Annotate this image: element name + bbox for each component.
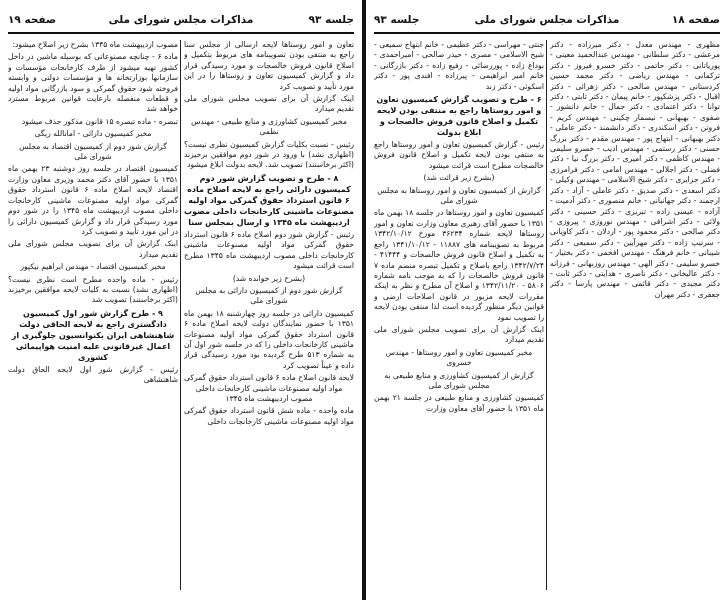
report-title: گزارش شور دوم از کمیسیون دارائی به مجلس شورای ملی — [195, 285, 343, 306]
signature-line: مخبر کمیسیون دارائی - امانالله ریگی — [34, 129, 152, 139]
right-page — [366, 0, 728, 600]
header-rule — [374, 32, 720, 34]
report-title: گزارش شور دوم از کمیسیون اقتصاد به مجلس شورای ملی — [19, 141, 167, 162]
column-divider — [546, 40, 547, 590]
paragraph: رئیس - گزارش شور اول لایحه الحاق دولت شاهنشاهی — [8, 364, 178, 385]
paragraph: کمیسیون اقتصاد در جلسه روز دوشنبه ۲۳ بهمن ماه ۱۳۵۱ با حضور آقای دکتر محمد وزیری معاون وزارت اقتصاد لایحه اصلاح ماده ۶ قانون استرداد حقوق گمرکی مواد اولیه مصنوعات ماشینی کارخانجات داخلی مصوب اردیبهشت ماه ۱۳۴۵ را در شور دوم مورد رسیدگی قرار داد و گزارش کمیسیون دارائی را در این مورد تأیید و تصویب کرد — [8, 164, 178, 236]
paragraph: کمیسیون کشاورزی و منابع طبیعی در جلسه ۲۱ بهمن ماه ۱۳۵۱ با حضور آقای معاون وزارت — [374, 393, 544, 413]
note-line: (بشرح زیر خوانده شد) — [232, 273, 306, 283]
text-column-right — [550, 40, 720, 592]
paragraph: تعاون و امور روستاها لایحه ارسالی از مجلس سنا راجع به منتفی بودن تصویبنامه های مربوط بتکمیل و اصلاح قانون فروش خالصجات و مورد رسیدگی قرار داد و گزارش کمیسیون تعاون و روستاها را در این مورد تأیید و تصویب کرد — [184, 40, 354, 91]
paragraph: ماده واحده - ماده شش قانون استرداد حقوق گمرکی مواد اولیه مصنوعات ماشینی کارخانجات داخلی — [184, 406, 354, 426]
text-column-left — [374, 40, 544, 592]
report-title: گزارش از کمیسیون تعاون و امور روستاها به مجلس شورای ملی — [377, 185, 541, 206]
page-header — [8, 12, 354, 32]
signature-line: مخبر کمیسیون اقتصاد - مهندس ابراهیم نیکپور — [20, 262, 166, 272]
header-rule — [8, 32, 354, 34]
paragraph: رئیس - گزارش کمیسیون تعاون و امور روستاها راجع به منتفی بودن لایحه تکمیل و اصلاح قانون فروش خالصجات مطرح است قرائت میشود — [374, 140, 544, 170]
signature-line: مخبر کمیسیون تعاون و امور روستاها - مهندس خسروی — [385, 347, 533, 368]
section-heading: ۸ - طرح و تصویب گزارش شور دوم کمیسیون دارائی راجع به لایحه اصلاح ماده ۶ قانون استرداد حقوق گمرکی مواد اولیه مصنوعات ماشینی کارخانجات داخلی مصوب اردیبهشت ماه ۱۳۴۵ و ارسال بمجلس سنا — [184, 173, 354, 227]
left-page — [0, 0, 362, 600]
signature-line: مخبر کمیسیون کشاورزی و منابع طبیعی - مهندس نظمی — [191, 116, 347, 137]
paragraph: اینک گزارش آن برای تصویب مجلس شورای ملی تقدیم میدارد — [8, 239, 178, 259]
paragraph: مصوب اردیبهشت ماه ۱۳۴۵ بشرح زیر اصلاح میشود: — [12, 40, 178, 49]
note-line: (بشرح زیر قرائت شد) — [423, 173, 495, 183]
journal-title: مذاکرات مجلس شورای ملی — [474, 14, 620, 26]
paragraph: رئیس - نسبت بکلیات گزارش کمیسیون نظری نیست؟ (اظهاری نشد) با ورود در شور دوم موافقین برخیزند (اکثر برخاستند) تصویب شد. لایحه بدولت ابلاغ میشود — [184, 139, 354, 170]
paragraph: رئیس - ماده واحده مطرح است نظری نیست؟ (اظهاری نشد) نسبت به کلیات لایحه موافقین برخیزند (اکثر برخاستند) تصویب شد — [8, 274, 178, 305]
paragraph: کمیسیون دارائی در جلسه روز چهارشنبه ۱۸ بهمن ماه ۱۳۵۱ با حضور نمایندگان دولت لایحه اصلاح ماده ۶ قانون استرداد حقوق گمرکی مواد اولیه مصنوعات ماشینی کارخانجات داخلی را که در جلسه شور اول آن به شماره ۵۱۳ طرح گردیده بود مورد رسیدگی قرار داده و عیناً تصویب کرد — [184, 308, 354, 370]
journal-title: مذاکرات مجلس شورای ملی — [108, 14, 254, 26]
text-column-left — [8, 40, 178, 592]
report-title: گزارش از کمیسیون کشاورزی و منابع طبیعی به مجلس شورای ملی — [384, 370, 534, 390]
text-column-right — [184, 40, 354, 592]
section-heading: ۹ - طرح گزارش شور اول کمیسیون دادگستری راجع به لایحه الحاقی دولت شاهنشاهی ایران بکنوانسیون جلوگیری از اعمال غیرقانونی علیه امنیت هواپیمائی کشوری — [11, 308, 175, 362]
paragraph: ماده ۶ - چنانچه مصنوعاتی که بوسیله ماشین در داخل کشور تهیه میشود از طرف کارخانجات مؤسسات و سازمانها بوزارتخانه ها و مؤسسات دولتی و وابسته فروخته شود حقوق گمرکی و سود بازرگانی مواد اولیه و قطعات منفصله بارعایت قوانین مربوط مسترد خواهد شد — [8, 52, 178, 114]
session-number: جلسه ۹۳ — [374, 14, 420, 26]
session-number: جلسه ۹۳ — [308, 14, 354, 26]
bill-title: لایحه قانون اصلاح ماده ۶ قانون استرداد حقوق گمرکی مواد اولیه مصنوعات ماشینی کارخانجات داخلی مصوب اردیبهشت ماه ۱۳۴۵ — [184, 373, 354, 403]
paragraph: تبصره - ماده تبصره ۱۵ قانون مذکور حذف میشود — [21, 116, 178, 126]
attendee-list: مظهری - مهندس معدل - دکتر میرزاده - دکتر مرعشی - دکتر سلطانی - مهندس عبدالحمید معینی - پوریاتانی - دکتر حاتمی - دکتر خسرو فیروز - دکتر ترکمانی - مهندس ریاضی - دکتر محمد حسین کردستانی - مهندس صالحی - دکتر زهرائی - دکتر اقبال - دکتر پزشکپور - خانم پیمان - دکتر ثابتی - دکتر توانا - دکتر اعتمادی - دکتر جمال - خانم دانشور - صفوی - بهبهانی - نیسمار چکینی - مهندس کریم - فروتن - دکتر اسکندری - دکتر دانشمند - دکتر عاملی - دکتر بهبهانی - ابتهاج پور - مهندس مقدم - دکتر بزرگ حسنی - دکتر رستمی - مهندس ادیب - خسرو سلیمی - مهندس کاظمی - دکتر امیری - دکتر بزرگ نیا - دکتر فضلی - دکتر اجلالی - مهندس امامی - دکتر فرامرزی - دکتر جزایری - دکتر شیخ الاسلامی - مهندس وکیلی - دکتر اسعدی - دکتر صدیق - دکتر عاملی - آزاد - دکتر ارجمند - دکتر جهانبانی - خانم منصوری - دکتر آدمیت - آزاده - عیسی زاده - تبریزی - دکتر حسینی - دکتر ولائی - دکتر اشراقی - مهندس نوروزی - پیروزی - دکتر صالحی - دکتر محمود پور - اردلان - دکتر کاویانی - سرتیپ زاده - دکتر مهرآیین - دکتر سمیعی - دکتر شیبانی - خانم فرهنگ - مهندس افخمی - دکتر بختیار - خسرو سلیمی - دکتر الهی - مهندس روزبهانی - فرزانه - دکتر عالیخانی - دکتر ناصری - هدایتی - دکتر ثابت - دکتر مجیدی - دکتر قائمی - مهندس پارسا - دکتر جعفری - دکتر مهران — [550, 40, 720, 299]
paragraph: کمیسیون تعاون و امور روستاها در جلسه ۱۸ بهمن ماه ۱۳۵۱ با حضور آقای رهبری معاون وزارت تعاون و امور روستاها لایحه شماره ۳۶۲۳۴ مورخ ۱۳۴۲/۱۰/۱۲ مربوط به تصویبنامه های ۱۱۸۸۷ - ۱۳۴۱/۱۰/۱۲ راجع به تکمیل و اصلاح قانون فروش خالصجات و ۴۱۴۴۴ - ۱۳۴۲/۷/۲۴ راجع باصلاح و تکمیل تبصره منضم ماده ۷ قانون فروش خالصجات را که به موجب نامه شماره ۵۸۰۶ - ۱۳۴۲/۱۱/۲۰ و اصلاح آن مطرح و نظر به اینکه مقررات لایحه مزبور در قانون اصلاحات ارضی و قوانین دیگر منظور گردیده است لذا منتفی بودن لایحه را تصویب نمود — [374, 208, 544, 322]
section-heading: ۶ - طرح و تصویب گزارش کمیسیون تعاون و امور روستاها راجع به منتفی بودن لایحه تکمیل و اصلاح قانون فروش خالصجات و ابلاغ بدولت — [376, 95, 542, 138]
page-header — [374, 12, 720, 32]
page-number: صفحه ۱۸ — [671, 14, 720, 26]
column-divider — [180, 40, 181, 590]
paragraph: رئیس - گزارش شور دوم اصلاح ماده ۶ قانون استرداد حقوق گمرکی مواد اولیه مصنوعات ماشینی کارخانجات داخلی مصوب اردیبهشت ماه ۱۳۴۵ مطرح است قرائت میشود — [184, 229, 354, 271]
paragraph: اینک گزارش آن برای تصویب مجلس شورای ملی تقدیم میدارد — [184, 94, 354, 114]
attendee-list: جنتی - مهراسی - دکتر عظیمی - خانم ابتهاج سمیعی - شیخ الاسلامی - مصری - حیدر صالحی - امیراحمدی - بوداغ زاده - پوررضائی - رفیع زاده - دکتر بازرگانی - خانم امیر ابراهیمی - پیرزاده - افندی پور - دکتر اسکوئی - دکتر زند — [374, 40, 544, 91]
paragraph: اینک گزارش آن برای تصویب مجلس شورای ملی تقدیم میدارد — [374, 324, 544, 345]
page-number: صفحه ۱۹ — [8, 14, 57, 26]
